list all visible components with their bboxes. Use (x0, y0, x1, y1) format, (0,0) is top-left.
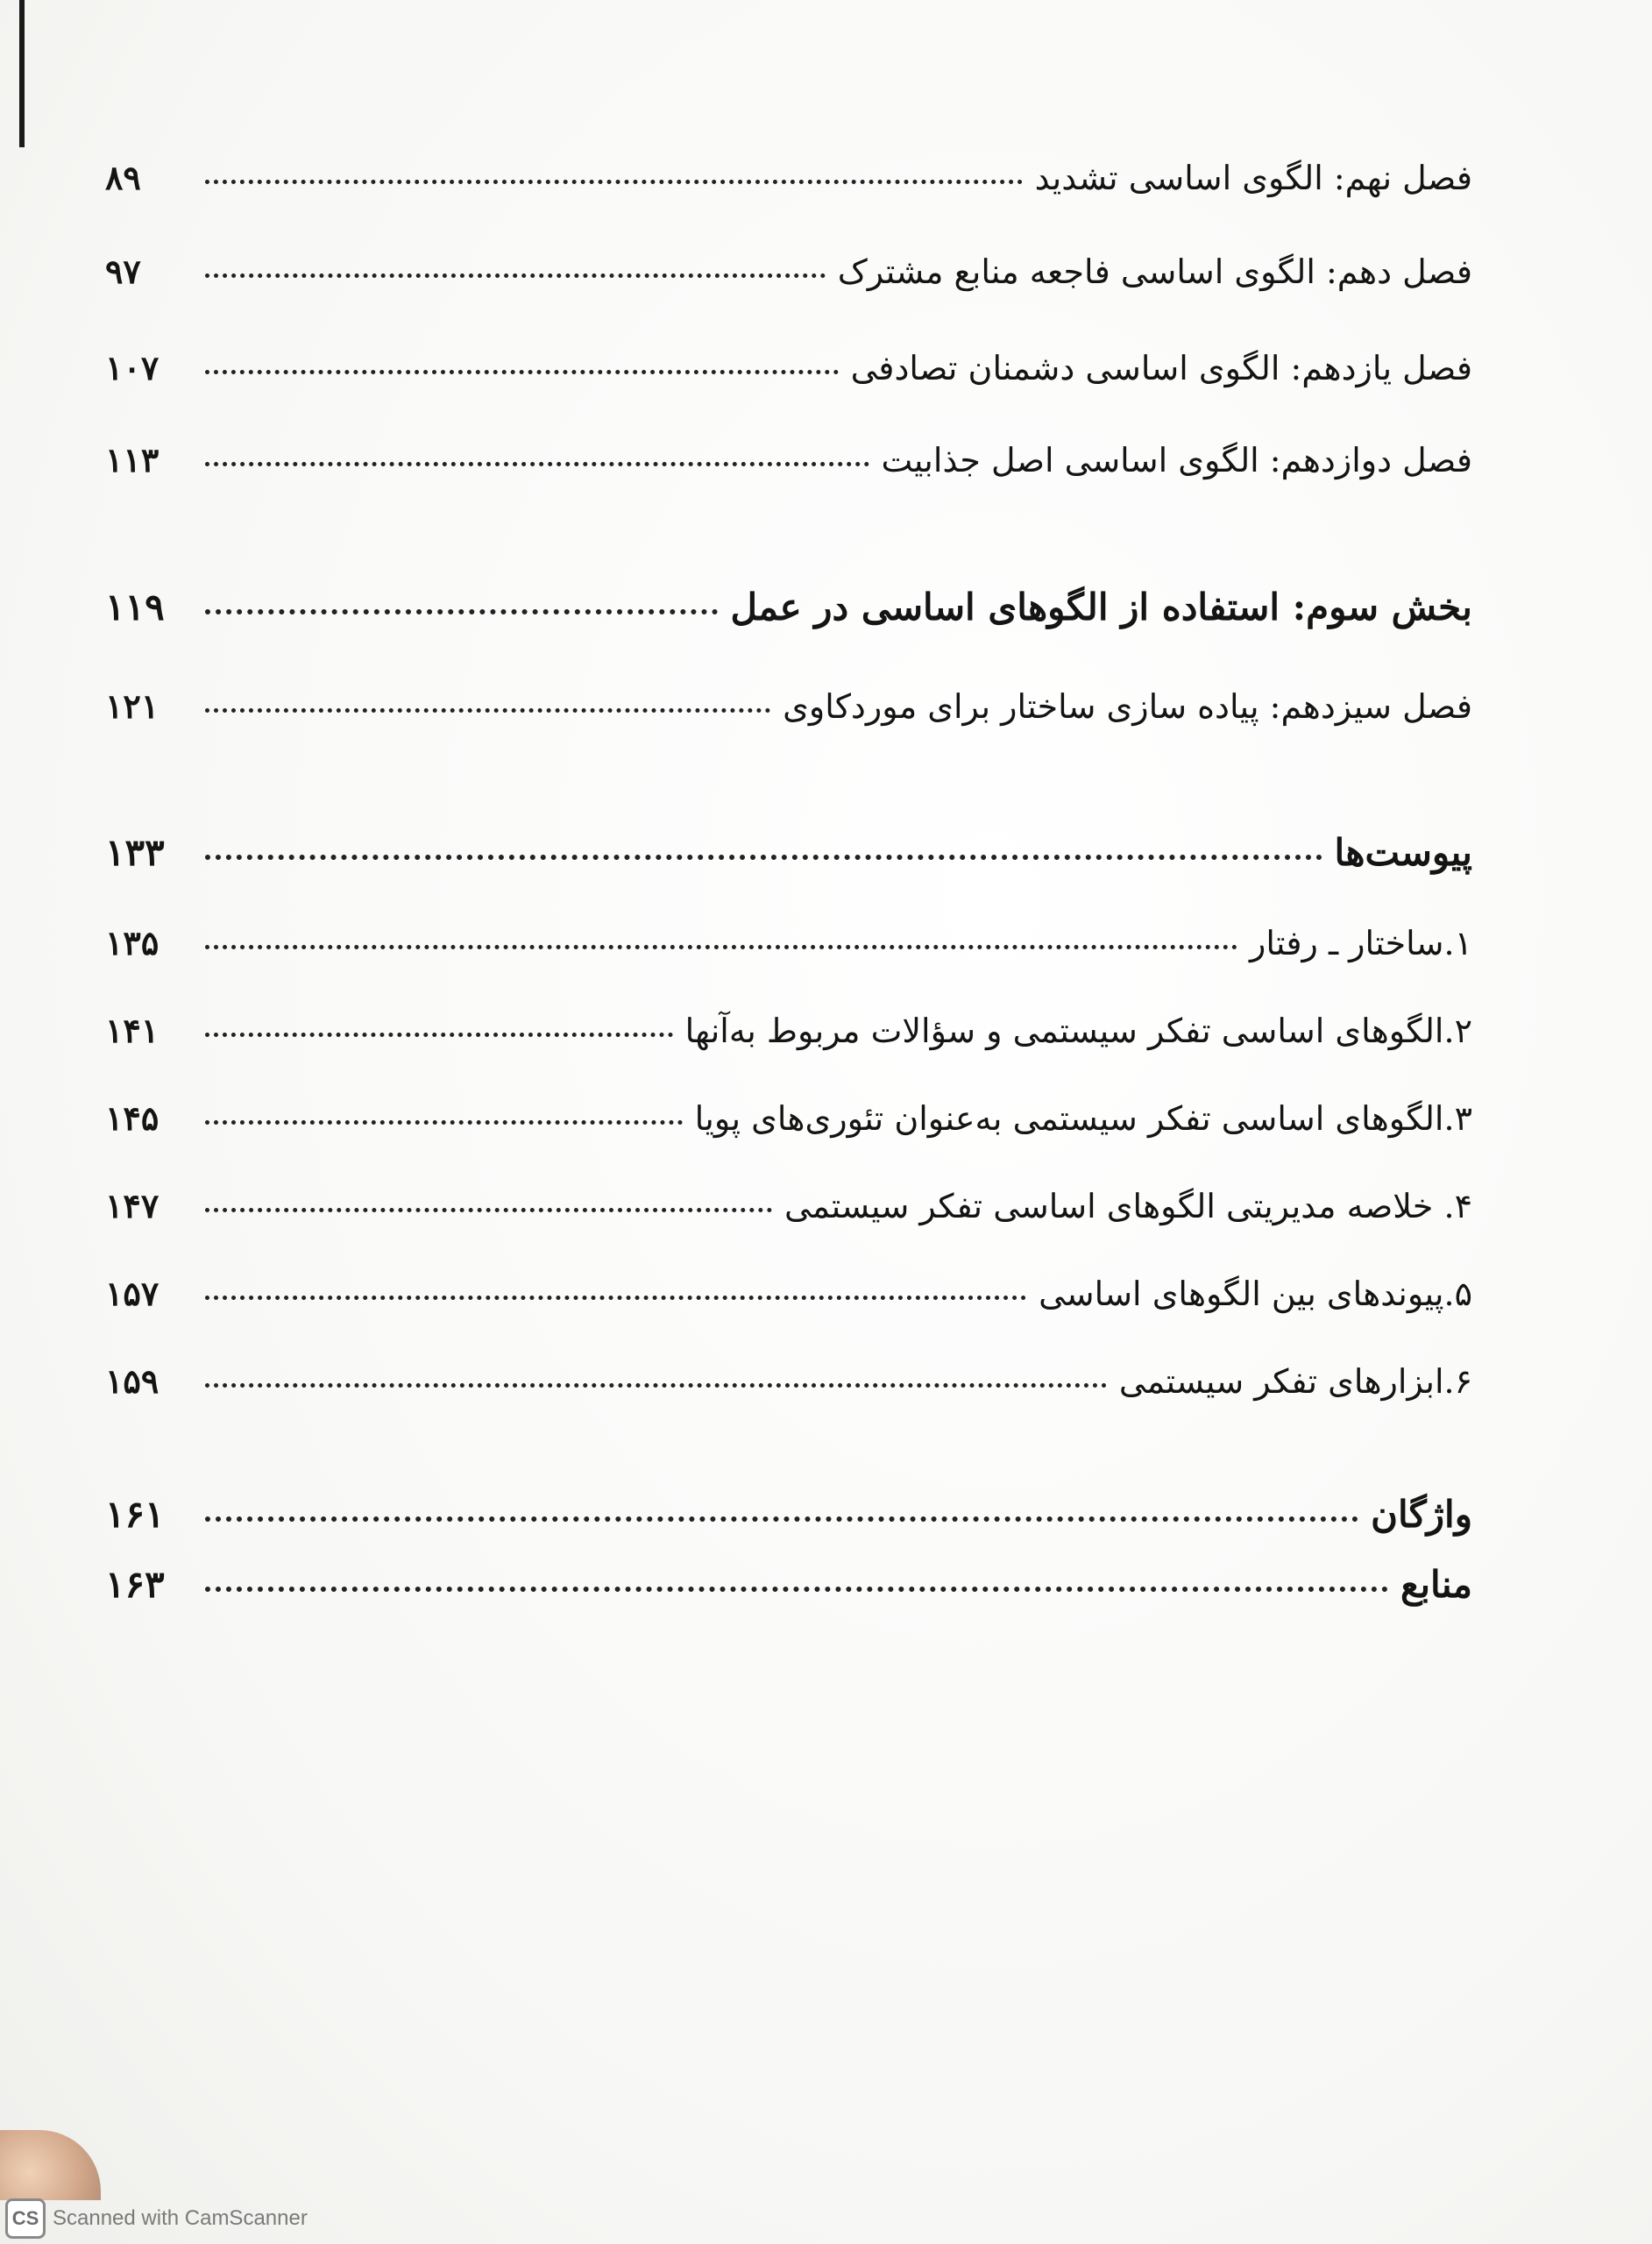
toc-entry-title: ۴. خلاصه مدیریتی الگوهای اساسی تفکر سیستمی (783, 1187, 1472, 1225)
toc-entry-page: ۸۹ (105, 158, 141, 197)
toc-entry-page: ۱۰۷ (105, 348, 160, 387)
toc-entry-title: ۳.الگوهای اساسی تفکر سیستمی به‌عنوان تئوری‌های پویا (694, 1099, 1472, 1138)
toc-section-title: واژگان (1371, 1493, 1472, 1536)
toc-entry-title: ۵.پیوندهای بین الگوهای اساسی (1039, 1275, 1472, 1313)
toc-entry-title: فصل دوازدهم: الگوی اساسی اصل جذابیت (881, 441, 1472, 479)
scan-corner-thumb (0, 2130, 101, 2200)
toc-leader-dots (205, 180, 1023, 184)
toc-leader-dots (205, 370, 839, 374)
toc-entry-title: فصل دهم: الگوی اساسی فاجعه منابع مشترک (837, 252, 1472, 291)
toc-entry (105, 440, 1472, 479)
binding-edge-mark (19, 0, 25, 147)
toc-section-entry (105, 586, 1472, 628)
toc-entry (105, 252, 1472, 291)
toc-entry-title: فصل سیزدهم: پیاده سازی ساختار برای موردکاوی (783, 687, 1472, 726)
camscanner-watermark (5, 2198, 308, 2239)
toc-section-page: ۱۳۳ (105, 831, 165, 874)
toc-leader-dots (205, 273, 826, 278)
toc-entry-page: ۱۴۷ (105, 1186, 160, 1225)
toc-entry (105, 1361, 1472, 1401)
toc-entry (105, 923, 1472, 962)
toc-entry-page: ۱۵۷ (105, 1274, 160, 1313)
toc-leader-dots (205, 1296, 1026, 1300)
toc-leader-dots (205, 609, 718, 614)
toc-entry-title: ۱.ساختار ـ رفتار (1249, 924, 1472, 962)
toc-entry-title: فصل یازدهم: الگوی اساسی دشمنان تصادفی (850, 349, 1472, 387)
toc-entry (105, 348, 1472, 387)
toc-entry-page: ۱۳۵ (105, 923, 160, 962)
toc-entry (105, 1186, 1472, 1225)
camscanner-logo-icon: CS (5, 2198, 46, 2239)
toc-section-entry (105, 831, 1472, 874)
toc-entry-page: ۱۱۳ (105, 440, 160, 479)
toc-section-title: بخش سوم: استفاده از الگوهای اساسی در عمل (730, 586, 1472, 628)
toc-section-page: ۱۱۹ (105, 586, 165, 628)
toc-entry-page: ۱۴۵ (105, 1098, 160, 1138)
table-of-contents (105, 0, 1472, 2244)
toc-leader-dots (205, 462, 869, 466)
toc-entry-page: ۱۵۹ (105, 1361, 160, 1401)
toc-entry-title: ۲.الگوهای اساسی تفکر سیستمی و سؤالات مربوط به‌آنها (684, 1012, 1472, 1050)
toc-leader-dots (205, 1383, 1107, 1388)
toc-section-page: ۱۶۳ (105, 1563, 165, 1606)
toc-section-entry (105, 1563, 1472, 1606)
toc-leader-dots (205, 1033, 673, 1037)
toc-section-title: منابع (1400, 1563, 1472, 1606)
toc-leader-dots (205, 1516, 1358, 1522)
toc-entry (105, 1011, 1472, 1050)
toc-section-title: پیوست‌ها (1334, 831, 1472, 874)
toc-entry-page: ۱۲۱ (105, 686, 160, 726)
toc-entry (105, 686, 1472, 726)
toc-entry (105, 158, 1472, 197)
toc-leader-dots (205, 1208, 772, 1212)
toc-section-page: ۱۶۱ (105, 1493, 165, 1536)
toc-leader-dots (205, 945, 1237, 949)
toc-entry (105, 1098, 1472, 1138)
toc-entry (105, 1274, 1472, 1313)
toc-entry-page: ۹۷ (105, 252, 141, 291)
toc-leader-dots (205, 1587, 1388, 1592)
toc-leader-dots (205, 1120, 683, 1125)
toc-section-entry (105, 1493, 1472, 1536)
toc-leader-dots (205, 855, 1322, 860)
toc-entry-page: ۱۴۱ (105, 1011, 160, 1050)
camscanner-watermark-text: Scanned with CamScanner (53, 2206, 308, 2230)
toc-leader-dots (205, 708, 770, 713)
toc-entry-title: ۶.ابزارهای تفکر سیستمی (1118, 1362, 1472, 1401)
toc-entry-title: فصل نهم: الگوی اساسی تشدید (1034, 159, 1472, 197)
